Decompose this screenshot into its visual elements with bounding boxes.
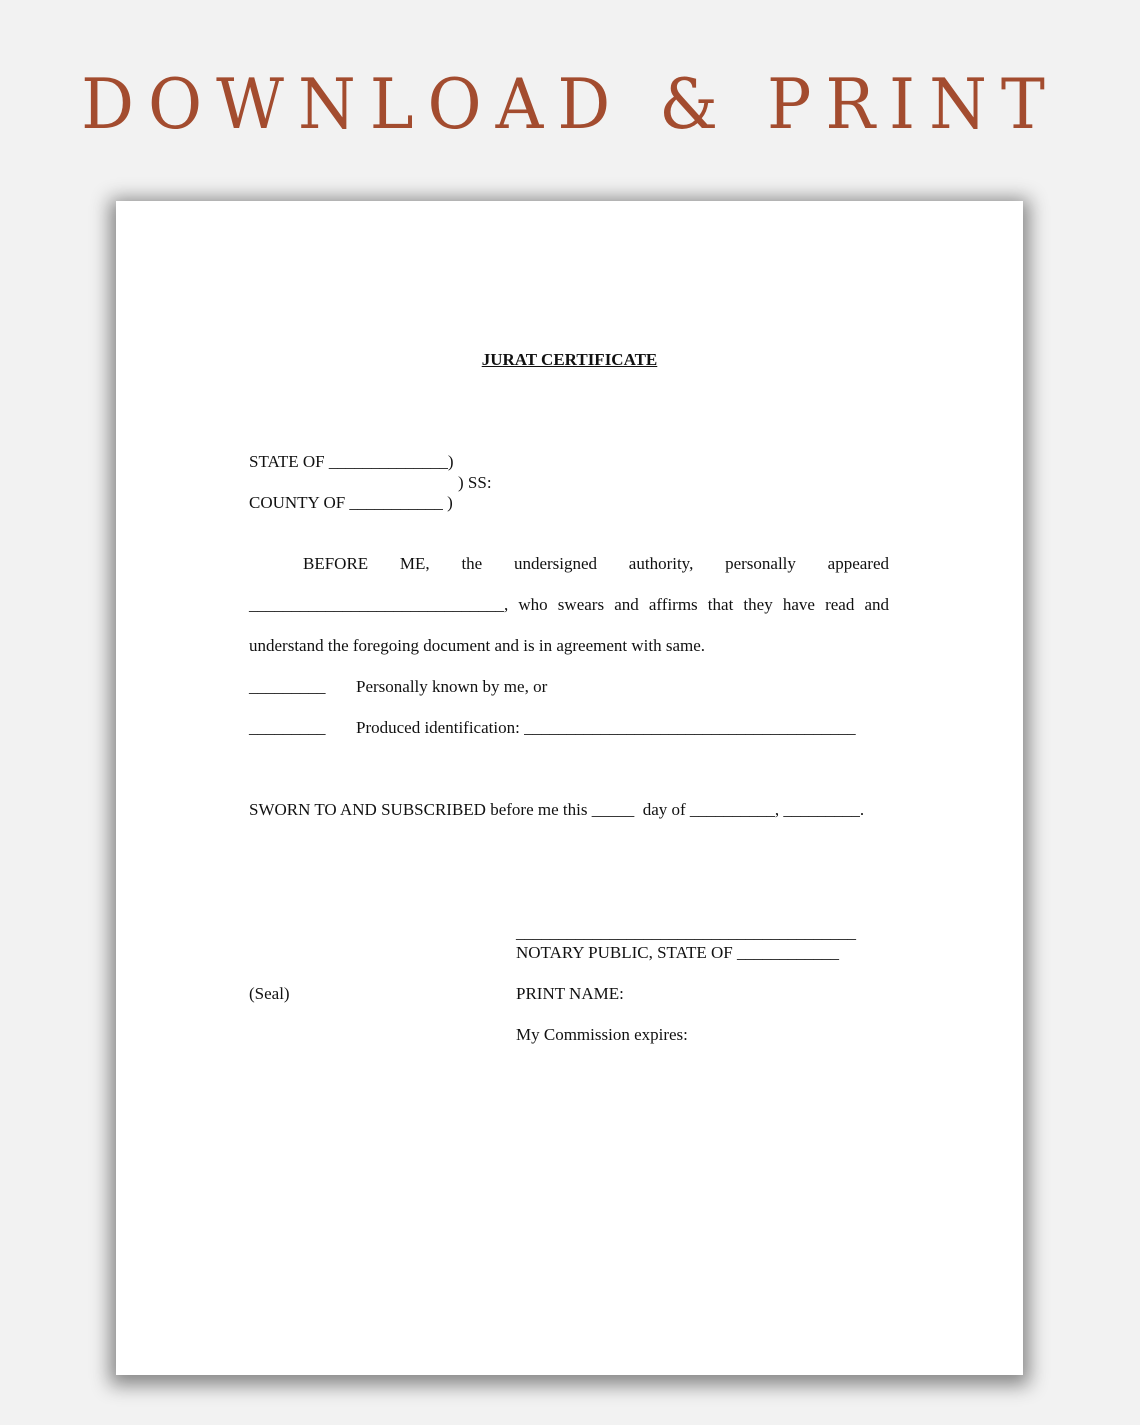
option-blank: _________	[249, 677, 326, 696]
signature-line: ________________________________________	[516, 923, 856, 942]
option-produced-identification: Produced identification: _______________________________________	[356, 718, 856, 737]
option-personally-known: Personally known by me, or	[356, 677, 548, 696]
document-title: JURAT CERTIFICATE	[481, 350, 658, 369]
county-of-field: COUNTY OF ___________ )	[249, 493, 453, 512]
body-line-3: understand the foregoing document and is in agreement with same.	[249, 636, 706, 655]
ss-label: ) SS:	[458, 473, 492, 492]
state-of-field: STATE OF ______________)	[249, 452, 454, 471]
notary-public-label: NOTARY PUBLIC, STATE OF ____________	[516, 943, 839, 962]
seal-label: (Seal)	[249, 984, 290, 1003]
sworn-statement: SWORN TO AND SUBSCRIBED before me this _____ day of __________, _________.	[249, 800, 865, 819]
body-line-2: ______________________________, who swears and affirms that they have read and	[249, 595, 889, 614]
option-blank: _________	[249, 718, 326, 737]
download-print-banner: DOWNLOAD & PRINT	[81, 64, 1059, 145]
document-page	[116, 201, 1023, 1375]
print-name-label: PRINT NAME:	[516, 984, 624, 1003]
commission-expires-label: My Commission expires:	[516, 1025, 688, 1044]
body-line-1: BEFORE ME, the undersigned authority, personally appeared	[303, 554, 889, 573]
